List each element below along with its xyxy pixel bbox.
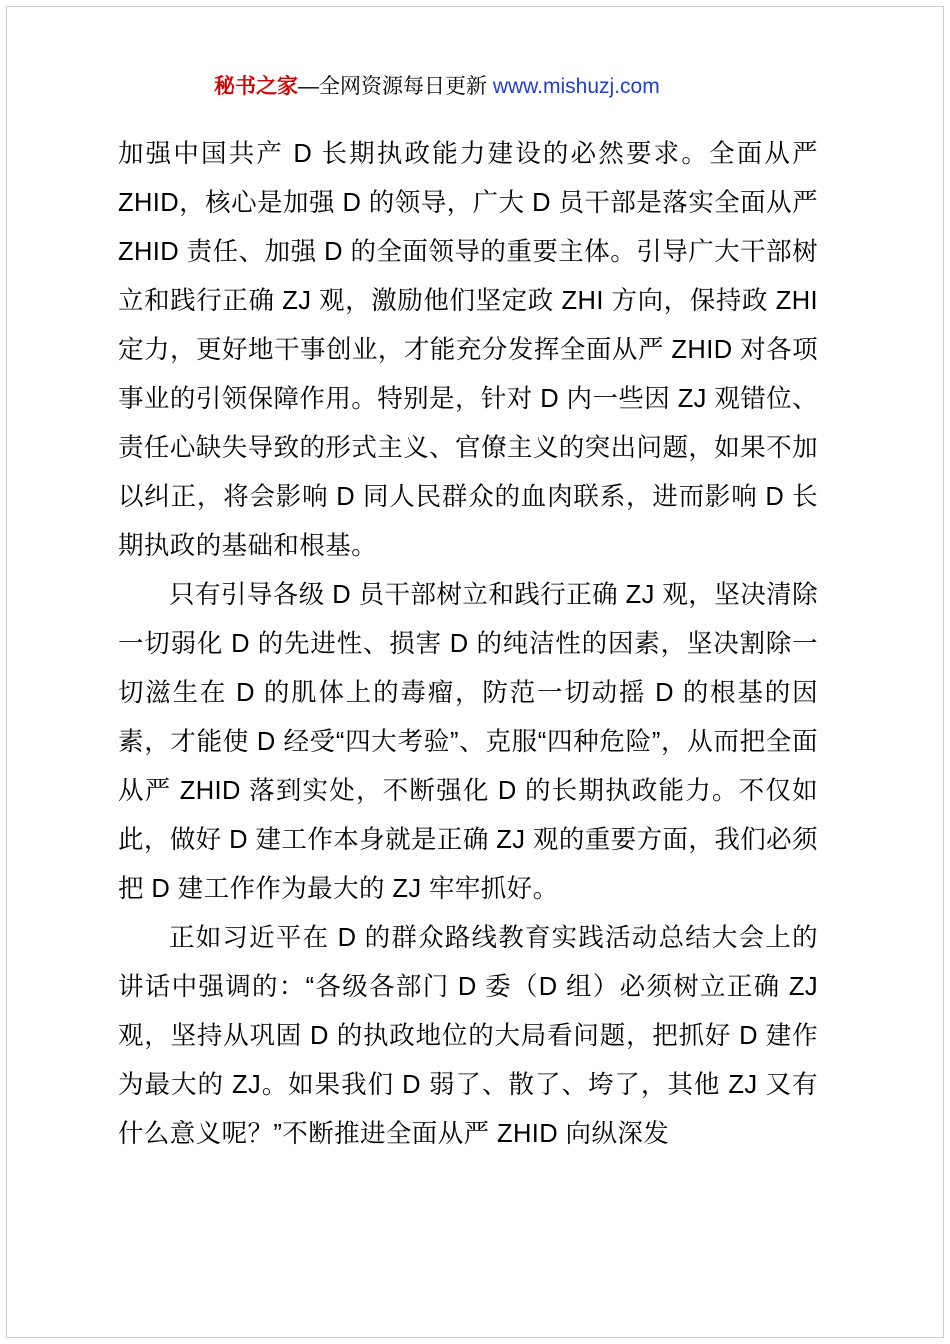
document-content <box>118 72 818 1159</box>
paragraph-1: 加强中国共产 D 长期执政能力建设的必然要求。全面从严 ZHID，核心是加强 D 的领导，广大 D 员干部是落实全面从严 ZHID 责任、加强 D 的全面领导的重要主体。引导广大干部树立和践行正确 ZJ 观，激励他们坚定政 ZHI 方向，保持政 ZHI 定力，更好地干事创业，才能充分发挥全面从严 ZHID 对各项事业的引领保障作用。特别是，针对 D 内一些因 ZJ 观错位、责任心缺失导致的形式主义、官僚主义的突出问题，如果不加以纠正，将会影响 D 同人民群众的血肉联系，进而影响 D 长期执政的基础和根基。 <box>118 140 818 560</box>
paragraph-3: 正如习近平在 D 的群众路线教育实践活动总结大会上的讲话中强调的：“各级各部门 D 委（D 组）必须树立正确 ZJ 观，坚持从巩固 D 的执政地位的大局看问题，把抓好 D 建作为最大的 ZJ。如果我们 D 弱了、散了、垮了，其他 ZJ 又有什么意义呢？”不断推进全面从严 ZHID 向纵深发 <box>118 924 818 1148</box>
site-brand-tagline: —全网资源每日更新 <box>298 75 487 98</box>
site-brand: 秘书之家 <box>214 75 298 98</box>
paragraph-2: 只有引导各级 D 员干部树立和践行正确 ZJ 观，坚决清除一切弱化 D 的先进性、损害 D 的纯洁性的因素，坚决割除一切滋生在 D 的肌体上的毒瘤，防范一切动摇 D 的根基的因素，才能使 D 经受“四大考验”、克服“四种危险”，从而把全面从严 ZHID 落到实处，不断强化 D 的长期执政能力。不仅如此，做好 D 建工作本身就是正确 ZJ 观的重要方面，我们必须把 D 建工作作为最大的 ZJ 牢牢抓好。 <box>118 581 818 903</box>
document-body <box>118 130 818 1159</box>
site-header <box>214 72 818 102</box>
site-url-link[interactable]: www.mishuzj.com <box>492 75 660 98</box>
